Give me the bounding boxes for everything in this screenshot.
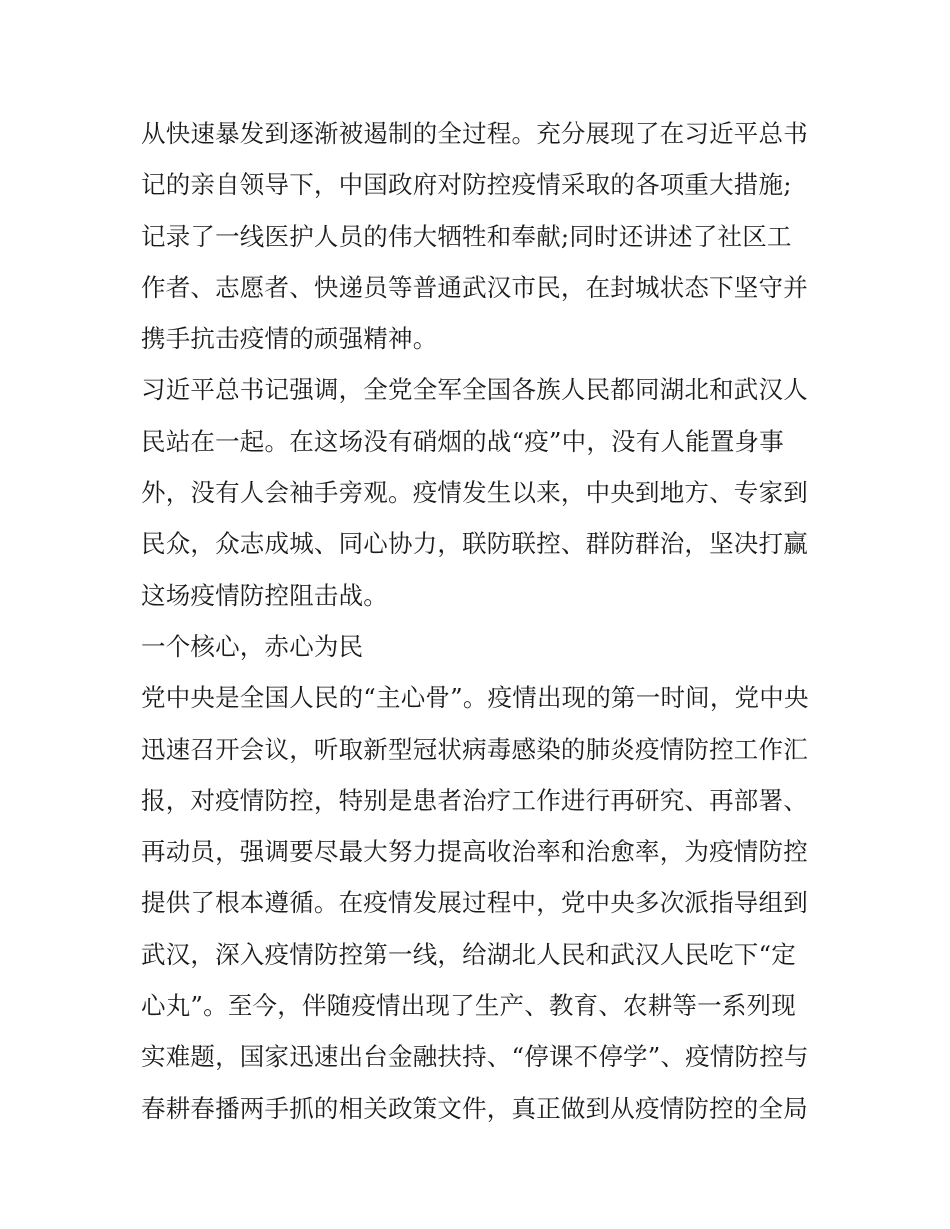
paragraph-intro: [141, 108, 821, 364]
section-heading: [141, 621, 821, 672]
text-line: 迅速召开会议，听取新型冠状病毒感染的肺炎疫情防控工作汇: [141, 734, 808, 764]
text-line: 外，没有人会袖手旁观。疫情发生以来，中央到地方、专家到: [141, 478, 808, 508]
text-line: 从快速暴发到逐渐被遏制的全过程。充分展现了在习近平总书: [141, 119, 808, 148]
text-line: 春耕春播两手抓的相关政策文件，真正做到从疫情防控的全局: [141, 1093, 808, 1123]
text-line: 提供了根本遵循。在疫情发展过程中，党中央多次派指导组到: [141, 888, 808, 918]
document-body: [141, 108, 821, 1134]
heading-text: 一个核心，赤心为民: [141, 631, 364, 661]
text-line: 携手抗击疫情的顽强精神。: [141, 324, 438, 354]
text-line: 党中央是全国人民的“主心骨”。疫情出现的第一时间，党中央: [141, 683, 809, 713]
text-line: 心丸”。至今，伴随疫情出现了生产、教育、农耕等一系列现: [141, 991, 796, 1021]
text-line: 民众，众志成城、同心协力，联防联控、群防群治，坚决打赢: [141, 529, 808, 559]
text-line: 记的亲自领导下，中国政府对防控疫情采取的各项重大措施;: [141, 170, 792, 200]
text-line: 这场疫情防控阻击战。: [141, 580, 388, 610]
text-line: 再动员，强调要尽最大努力提高收治率和治愈率，为疫情防控: [141, 837, 808, 867]
text-line: 报，对疫情防控，特别是患者治疗工作进行再研究、再部署、: [141, 785, 808, 815]
text-line: 武汉，深入疫情防控第一线，给湖北人民和武汉人民吃下“定: [141, 939, 796, 969]
text-line: 实难题，国家迅速出台金融扶持、“停课不停学”、疫情防控与: [141, 1042, 809, 1072]
text-line: 作者、志愿者、快递员等普通武汉市民，在封城状态下坚守并: [141, 272, 808, 302]
text-line: 习近平总书记强调，全党全军全国各族人民都同湖北和武汉人: [141, 375, 808, 405]
text-line: 记录了一线医护人员的伟大牺牲和奉献;同时还讲述了社区工: [141, 221, 792, 251]
paragraph-unity: [141, 364, 821, 620]
text-line: 民站在一起。在这场没有硝烟的战“疫”中，没有人能置身事: [141, 426, 784, 456]
paragraph-central-committee: [141, 672, 821, 1134]
